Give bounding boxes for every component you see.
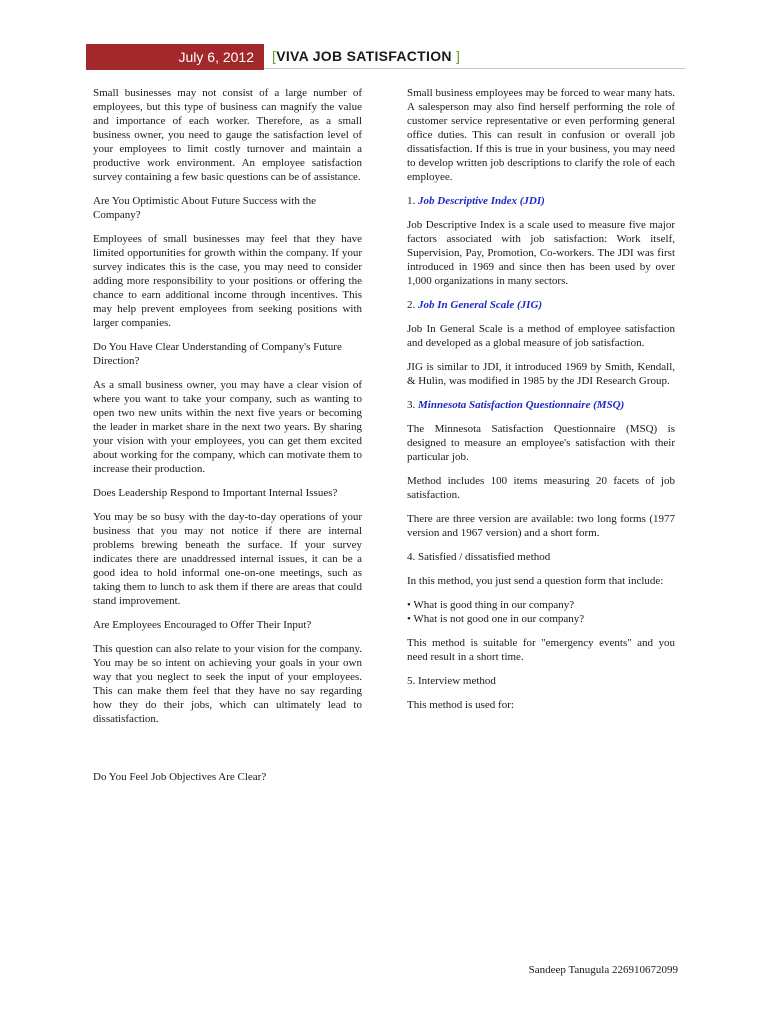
jig-link[interactable]: Job In General Scale (JIG): [418, 299, 543, 311]
title-text: VIVA JOB SATISFACTION: [276, 48, 452, 64]
body-paragraph: This method is used for:: [407, 699, 514, 711]
body-paragraph: You may be so busy with the day-to-day operations of your business that you may not notice if there are internal problems brewing beneath the surface. If your survey indicates there are unaddressed internal issues, it can be a good idea to hold informal one-on-one meetings, such as taking them to lunch to ask them if there are areas that could stand improvement.: [93, 511, 362, 607]
header-date: July 6, 2012: [86, 44, 264, 70]
body-paragraph: In this method, you just send a question form that include:: [407, 575, 664, 587]
section-heading-jig: [407, 298, 675, 312]
intro-paragraph: Small businesses may not consist of a large number of employees, but this type of business can magnify the value and importance of each worker. Therefore, as a small business owner, you need to gauge the satisfaction level of your employees to limit costly turnover and maintain a productive work environment. An employee satisfaction survey containing a few basic questions can be of assistance.: [93, 87, 362, 183]
body-paragraph: JIG is similar to JDI, it introduced 1969 by Smith, Kendall, & Hulin, was modified in 1985 by the JDI Research Group.: [407, 361, 675, 387]
header-title: [272, 48, 460, 64]
left-column: [93, 86, 362, 794]
body-paragraph: As a small business owner, you may have a clear vision of where you want to take your company, such as wanting to open two new units within the next five years or becoming the leader in market share in the next two years. By sharing your vision with your employees, you can get them excited about working for the company, which can motivate them to increase their production.: [93, 379, 362, 475]
body-paragraph: This question can also relate to your vision for the company. You may be so intent on achieving your goals in your own way that you neglect to seek the input of your employees. This can make them feel that they have no say regarding how they do their jobs, which can ultimately lead to dissatisfaction.: [93, 643, 362, 725]
title-bracket-open: [: [272, 48, 277, 64]
body-paragraph: There are three version are available: two long forms (1977 version and 1967 version) and a short form.: [407, 513, 675, 539]
section-heading-interview: 5. Interview method: [407, 675, 496, 687]
page-footer: Sandeep Tanugula 226910672099: [528, 964, 678, 976]
heading-number: 3.: [407, 399, 416, 411]
body-paragraph: Small business employees may be forced to wear many hats. A salesperson may also find herself performing the role of customer service representative or even performing general office duties. This can result in confusion or overall job dissatisfaction. If this is true in your business, you may need to develop written job descriptions to clarify the role of each employee.: [407, 87, 675, 183]
body-paragraph: Employees of small businesses may feel that they have limited opportunities for growth within the company. If your survey indicates this is the case, you may need to consider adding more responsibility to your positions or offering the chance to earn additional income through incentives. This may help prevent employees from seeking positions with larger companies.: [93, 233, 362, 329]
msq-link[interactable]: Minnesota Satisfaction Questionnaire (MSQ): [418, 399, 625, 411]
bullet-list: [407, 598, 675, 626]
page-header: [86, 44, 686, 70]
bullet-item: • What is not good one in our company?: [407, 613, 585, 625]
spacer: [93, 736, 362, 770]
header-rule: [264, 68, 686, 69]
question-heading: Do You Have Clear Understanding of Company's Future Direction?: [93, 341, 342, 367]
heading-number: 2.: [407, 299, 416, 311]
heading-number: 1.: [407, 195, 416, 207]
bullet-item: • What is good thing in our company?: [407, 599, 575, 611]
body-paragraph: Job In General Scale is a method of employee satisfaction and developed as a global measure of job satisfaction.: [407, 323, 675, 349]
body-paragraph: This method is suitable for "emergency events" and you need result in a short time.: [407, 637, 675, 663]
question-heading: Does Leadership Respond to Important Internal Issues?: [93, 487, 338, 499]
body-paragraph: Method includes 100 items measuring 20 facets of job satisfaction.: [407, 475, 675, 501]
body-paragraph: Job Descriptive Index is a scale used to measure five major factors associated with job satisfaction: Work itself, Supervision, Pay, Promotion, Co-workers. The JDI was first introduced in 1969 and since then has been used by over 1,000 organizations in many sectors.: [407, 219, 675, 287]
question-heading: Are You Optimistic About Future Success with the Company?: [93, 195, 317, 221]
jdi-link[interactable]: Job Descriptive Index (JDI): [418, 195, 545, 207]
body-paragraph: The Minnesota Satisfaction Questionnaire (MSQ) is designed to measure an employee's satisfaction with their particular job.: [407, 423, 675, 463]
question-heading: Are Employees Encouraged to Offer Their Input?: [93, 619, 312, 631]
section-heading-msq: [407, 398, 675, 412]
section-heading-jdi: [407, 194, 675, 208]
section-heading-satisfied: 4. Satisfied / dissatisfied method: [407, 551, 551, 563]
right-column: [407, 86, 675, 722]
title-bracket-close: ]: [456, 48, 461, 64]
question-heading: Do You Feel Job Objectives Are Clear?: [93, 771, 267, 783]
